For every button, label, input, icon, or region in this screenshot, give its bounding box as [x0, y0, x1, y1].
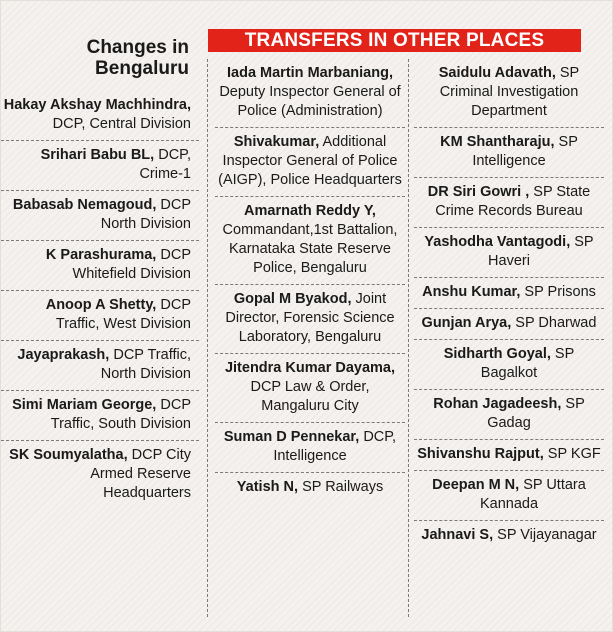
banner-title: TRANSFERS IN OTHER PLACES	[208, 29, 581, 52]
officer-name: Srihari Babu BL,	[40, 147, 155, 163]
transfer-entry	[1, 391, 199, 441]
officer-name: Rohan Jagadeesh,	[433, 396, 562, 412]
transfer-entry	[1, 291, 199, 341]
transfer-entry	[1, 191, 199, 241]
transfer-entry	[414, 309, 604, 340]
officer-name: Yatish N,	[236, 479, 299, 495]
posting-description: SP Prisons	[524, 284, 596, 300]
posting-description: DCP Whitefield Division	[72, 247, 191, 282]
posting-description: DCP, Crime-1	[139, 147, 191, 182]
transfer-entry	[414, 59, 604, 128]
officer-name: Babasab Nemagoud,	[12, 197, 157, 213]
officer-name: DR Siri Gowri ,	[427, 184, 530, 200]
transfer-entry	[215, 285, 405, 354]
posting-description: SP Vijayanagar	[497, 527, 597, 543]
transfer-entry	[414, 278, 604, 309]
transfer-entry	[414, 128, 604, 178]
posting-description: SP Intelligence	[472, 134, 578, 169]
posting-description: SP State Crime Records Bureau	[435, 184, 591, 219]
transfer-entry	[414, 521, 604, 551]
bengaluru-column	[1, 29, 199, 509]
heading-line-2: Bengaluru	[95, 58, 189, 79]
posting-description: SP Dharwad	[515, 315, 597, 331]
transfer-entry	[1, 441, 199, 509]
transfer-entry	[215, 59, 405, 128]
posting-description: Additional Inspector General of Police (AIGP), Police Headquarters	[218, 134, 402, 188]
officer-name: Gunjan Arya,	[421, 315, 512, 331]
officer-name: Yashodha Vantagodi,	[424, 234, 571, 250]
transfer-entry	[1, 91, 199, 141]
posting-description: Deputy Inspector General of Police (Administration)	[219, 84, 401, 119]
officer-name: Sidharth Goyal,	[443, 346, 551, 362]
heading-line-1: Changes in	[86, 37, 189, 58]
posting-description: SP Railways	[302, 479, 384, 495]
officer-name: Iada Martin Marbaniang,	[227, 65, 393, 81]
posting-description: SP Haveri	[488, 234, 594, 269]
transfer-entry	[414, 178, 604, 228]
officer-name: SK Soumyalatha,	[9, 447, 128, 463]
posting-description: DCP, Central Division	[52, 116, 191, 132]
officer-name: Gopal M Byakod,	[233, 291, 352, 307]
officer-name: Anshu Kumar,	[422, 284, 521, 300]
bengaluru-heading	[1, 37, 199, 79]
transfer-entry	[215, 128, 405, 197]
posting-description: Commandant,1st Battalion, Karnataka State Reserve Police, Bengaluru	[222, 222, 398, 276]
posting-description: DCP Traffic, North Division	[100, 347, 191, 382]
posting-description: SP Gadag	[487, 396, 585, 431]
officer-name: Shivakumar,	[233, 134, 320, 150]
transfer-entry	[215, 197, 405, 285]
other-places-column-1	[215, 59, 405, 503]
transfer-entry	[215, 473, 405, 503]
posting-description: SP Bagalkot	[480, 346, 575, 381]
posting-description: DCP City Armed Reserve Headquarters	[90, 447, 191, 501]
officer-name: KM Shantharaju,	[440, 134, 555, 150]
posting-description: DCP Traffic, West Division	[55, 297, 191, 332]
bengaluru-list	[1, 91, 199, 509]
transfer-entry	[1, 341, 199, 391]
officer-name: Deepan M N,	[432, 477, 520, 493]
officer-name: K Parashurama,	[45, 247, 157, 263]
posting-description: DCP, Intelligence	[273, 429, 397, 464]
posting-description: SP Criminal Investigation Department	[439, 65, 580, 119]
officer-name: Saidulu Adavath,	[438, 65, 556, 81]
other-places-column-2	[414, 59, 604, 551]
transfer-entry	[414, 390, 604, 440]
transfer-entry	[1, 241, 199, 291]
transfer-entry	[414, 440, 604, 471]
officer-name: Anoop A Shetty,	[45, 297, 157, 313]
officer-name: Jahnavi S,	[421, 527, 494, 543]
transfer-entry	[414, 340, 604, 390]
officer-name: Amarnath Reddy Y,	[244, 203, 376, 219]
transfer-entry	[414, 471, 604, 521]
transfer-entry	[215, 423, 405, 473]
posting-description: DCP North Division	[100, 197, 191, 232]
officer-name: Suman D Pennekar,	[223, 429, 360, 445]
posting-description: SP KGF	[547, 446, 601, 462]
posting-description: SP Uttara Kannada	[479, 477, 586, 512]
column-divider-right	[408, 59, 409, 617]
officer-name: Jitendra Kumar Dayama,	[224, 360, 396, 376]
transfer-entry	[215, 354, 405, 423]
officer-name: Jayaprakash,	[17, 347, 110, 363]
transfer-entry	[1, 141, 199, 191]
posting-description: DCP Traffic, South Division	[50, 397, 191, 432]
transfer-entry	[414, 228, 604, 278]
officer-name: Hakay Akshay Machhindra,	[3, 97, 191, 113]
posting-description: DCP Law & Order, Mangaluru City	[250, 379, 370, 414]
posting-description: Joint Director, Forensic Science Laboratory, Bengaluru	[225, 291, 395, 345]
column-divider-left	[207, 59, 208, 617]
officer-name: Simi Mariam George,	[12, 397, 157, 413]
officer-name: Shivanshu Rajput,	[417, 446, 544, 462]
